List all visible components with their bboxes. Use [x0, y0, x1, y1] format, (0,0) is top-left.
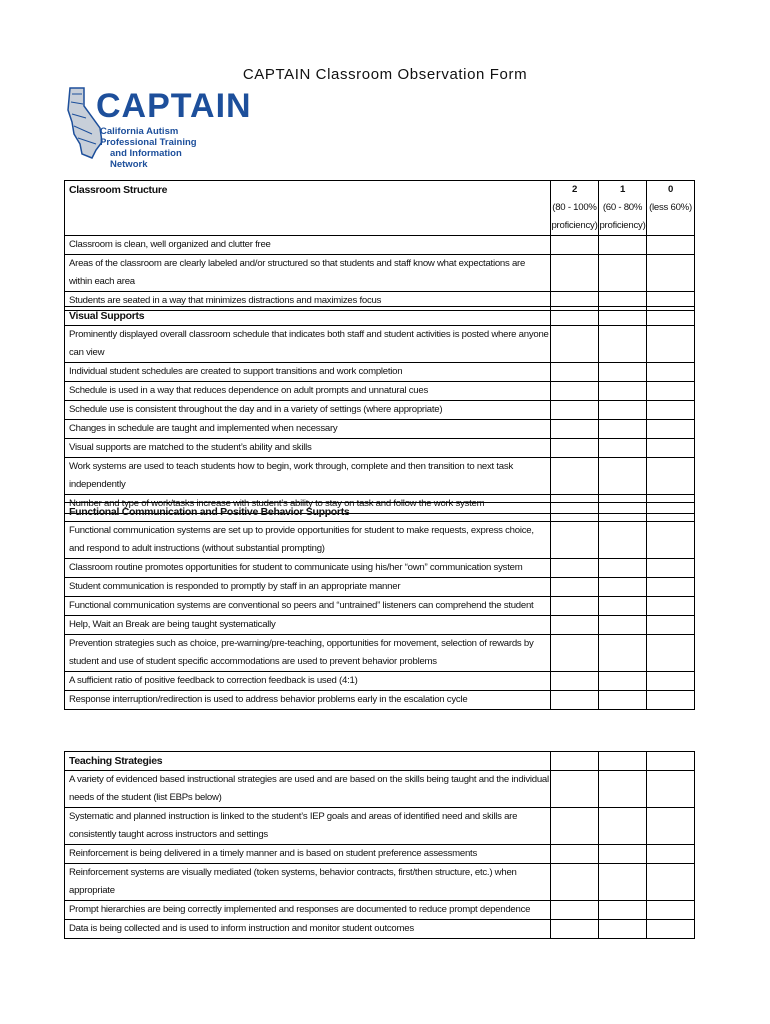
score-range: (less 60%): [649, 202, 692, 213]
logo-subtitle-line2: and Information Network: [110, 148, 182, 170]
score-cell-1[interactable]: [599, 326, 647, 363]
score-cell-2: [551, 307, 599, 326]
logo-subtitle-line1: California Autism Professional Training: [100, 126, 197, 148]
table-row: [65, 439, 695, 458]
criterion-text: Prominently displayed overall classroom schedule that indicates both staff and student activities is posted where anyone can view: [65, 326, 551, 363]
criterion-text: Functional communication systems are set up to provide opportunities for student to make requests, express choice, and respond to adult instructions (without substantial prompting): [65, 522, 551, 559]
score-cell-1[interactable]: [599, 439, 647, 458]
score-cell-2[interactable]: [551, 901, 599, 920]
criterion-text: Number and type of work/tasks increase with student’s ability to stay on task and follow the work system: [65, 495, 551, 514]
criterion-text: Prevention strategies such as choice, pre-warning/pre-teaching, opportunities for movement, selection of rewards by student and use of student specific accommodations are used to prevent behavior problems: [65, 635, 551, 672]
score-range: (80 - 100%: [552, 202, 597, 213]
score-cell-2[interactable]: [551, 920, 599, 939]
score-cell-2[interactable]: [551, 578, 599, 597]
score-cell-0[interactable]: [647, 439, 695, 458]
table-row: [65, 401, 695, 420]
score-cell-2[interactable]: [551, 845, 599, 864]
score-cell-2[interactable]: [551, 771, 599, 808]
score-cell-1[interactable]: [599, 597, 647, 616]
criterion-text: Reinforcement systems are visually mediated (token systems, behavior contracts, first/then structure, etc.) when appropriate: [65, 864, 551, 901]
table-row: [65, 255, 695, 292]
criterion-text: A variety of evidenced based instructional strategies are used and are based on the skills being taught and the individual needs of the student (list EBPs below): [65, 771, 551, 808]
score-cell-2[interactable]: [551, 672, 599, 691]
score-cell-0[interactable]: [647, 808, 695, 845]
score-cell-0[interactable]: [647, 672, 695, 691]
table-header-row: [65, 752, 695, 771]
score-cell-1[interactable]: [599, 420, 647, 439]
table-row: [65, 363, 695, 382]
criterion-text: A sufficient ratio of positive feedback to correction feedback is used (4:1): [65, 672, 551, 691]
score-header-0: [647, 181, 695, 236]
criterion-text: Response interruption/redirection is used to address behavior problems early in the escalation cycle: [65, 691, 551, 710]
captain-logo: [66, 84, 252, 170]
score-cell-1[interactable]: [599, 578, 647, 597]
table-row: [65, 845, 695, 864]
score-cell-1[interactable]: [599, 635, 647, 672]
score-cell-0[interactable]: [647, 522, 695, 559]
criterion-text: Prompt hierarchies are being correctly implemented and responses are documented to reduce prompt dependence: [65, 901, 551, 920]
score-cell-0[interactable]: [647, 382, 695, 401]
table-header-row: [65, 503, 695, 522]
table-row: [65, 920, 695, 939]
score-cell-0[interactable]: [647, 458, 695, 495]
score-cell-1[interactable]: [599, 559, 647, 578]
score-cell-2[interactable]: [551, 559, 599, 578]
score-cell-2[interactable]: [551, 236, 599, 255]
score-cell-1[interactable]: [599, 845, 647, 864]
criterion-text: Schedule is used in a way that reduces dependence on adult prompts and unnatural cues: [65, 382, 551, 401]
classroom-structure-table: [64, 180, 695, 311]
score-cell-1[interactable]: [599, 771, 647, 808]
score-cell-0[interactable]: [647, 920, 695, 939]
score-cell-1[interactable]: [599, 458, 647, 495]
table-row: [65, 672, 695, 691]
score-cell-2[interactable]: [551, 691, 599, 710]
section-heading: Visual Supports: [65, 307, 551, 326]
table-row: [65, 901, 695, 920]
score-cell-0[interactable]: [647, 420, 695, 439]
score-cell-1[interactable]: [599, 616, 647, 635]
table-row: [65, 597, 695, 616]
logo-wordmark: CAPTAIN: [96, 87, 252, 125]
score-value: 0: [667, 184, 674, 195]
score-range: (60 - 80%: [602, 202, 643, 213]
score-cell-1[interactable]: [599, 236, 647, 255]
section-heading: Classroom Structure: [65, 181, 551, 236]
section-heading: Functional Communication and Positive Behavior Supports: [65, 503, 551, 522]
criterion-text: Help, Wait an Break are being taught systematically: [65, 616, 551, 635]
criterion-text: Systematic and planned instruction is linked to the student’s IEP goals and areas of identified need and skills are consistently taught across instructors and settings: [65, 808, 551, 845]
table-row: [65, 522, 695, 559]
table-row: [65, 616, 695, 635]
score-header-1: [599, 181, 647, 236]
criterion-text: Student communication is responded to promptly by staff in an appropriate manner: [65, 578, 551, 597]
score-cell-1[interactable]: [599, 691, 647, 710]
score-cell-2[interactable]: [551, 363, 599, 382]
score-cell-2[interactable]: [551, 864, 599, 901]
score-cell-2[interactable]: [551, 458, 599, 495]
criterion-text: Reinforcement is being delivered in a timely manner and is based on student preference assessments: [65, 845, 551, 864]
score-cell-1: [599, 503, 647, 522]
page-title: CAPTAIN Classroom Observation Form: [242, 66, 528, 83]
table-row: [65, 578, 695, 597]
score-label: proficiency): [599, 220, 646, 231]
score-header-2: [551, 181, 599, 236]
criterion-text: Students are seated in a way that minimizes distractions and maximizes focus: [65, 292, 551, 311]
table-header-row: [65, 307, 695, 326]
score-cell-1: [599, 752, 647, 771]
score-cell-2: [551, 752, 599, 771]
table-header-row: [65, 181, 695, 236]
criterion-text: Individual student schedules are created to support transitions and work completion: [65, 363, 551, 382]
score-cell-0[interactable]: [647, 635, 695, 672]
score-cell-2[interactable]: [551, 382, 599, 401]
score-cell-0[interactable]: [647, 845, 695, 864]
score-cell-0: [647, 503, 695, 522]
score-cell-0: [647, 752, 695, 771]
criterion-text: Classroom is clean, well organized and clutter free: [65, 236, 551, 255]
criterion-text: Changes in schedule are taught and implemented when necessary: [65, 420, 551, 439]
score-cell-0[interactable]: [647, 255, 695, 292]
table-row: [65, 458, 695, 495]
score-value: 2: [571, 184, 578, 195]
table-row: [65, 864, 695, 901]
score-cell-2: [551, 503, 599, 522]
score-cell-0[interactable]: [647, 559, 695, 578]
score-cell-2[interactable]: [551, 255, 599, 292]
criterion-text: Classroom routine promotes opportunities for student to communicate using his/her “own” communication system: [65, 559, 551, 578]
score-cell-1[interactable]: [599, 401, 647, 420]
score-cell-2[interactable]: [551, 808, 599, 845]
score-cell-0[interactable]: [647, 363, 695, 382]
logo-subtitle: [100, 126, 216, 170]
score-cell-0[interactable]: [647, 616, 695, 635]
score-cell-1: [599, 307, 647, 326]
score-cell-1[interactable]: [599, 920, 647, 939]
table-row: [65, 635, 695, 672]
score-cell-1[interactable]: [599, 363, 647, 382]
teaching-strategies-table: [64, 751, 695, 939]
table-row: [65, 808, 695, 845]
table-row: [65, 326, 695, 363]
score-cell-0[interactable]: [647, 401, 695, 420]
table-row: [65, 559, 695, 578]
criterion-text: Work systems are used to teach students how to begin, work through, complete and then transition to next task independently: [65, 458, 551, 495]
score-cell-0[interactable]: [647, 771, 695, 808]
criterion-text: Areas of the classroom are clearly labeled and/or structured so that students and staff know what expectations are within each area: [65, 255, 551, 292]
score-cell-1[interactable]: [599, 672, 647, 691]
score-cell-2[interactable]: [551, 326, 599, 363]
criterion-text: Schedule use is consistent throughout the day and in a variety of settings (where appropriate): [65, 401, 551, 420]
criterion-text: Functional communication systems are conventional so peers and “untrained” listeners can comprehend the student: [65, 597, 551, 616]
functional-communication-table: [64, 502, 695, 710]
score-cell-1[interactable]: [599, 808, 647, 845]
score-cell-2[interactable]: [551, 616, 599, 635]
score-cell-0[interactable]: [647, 864, 695, 901]
score-label: proficiency): [551, 220, 598, 231]
score-cell-1[interactable]: [599, 255, 647, 292]
table-row: [65, 382, 695, 401]
visual-supports-table: [64, 306, 695, 514]
score-cell-2[interactable]: [551, 401, 599, 420]
score-cell-0[interactable]: [647, 236, 695, 255]
score-cell-0[interactable]: [647, 901, 695, 920]
score-cell-2[interactable]: [551, 522, 599, 559]
score-cell-2[interactable]: [551, 635, 599, 672]
table-row: [65, 420, 695, 439]
score-cell-0[interactable]: [647, 597, 695, 616]
score-cell-1[interactable]: [599, 901, 647, 920]
section-heading: Teaching Strategies: [65, 752, 551, 771]
score-cell-0: [647, 307, 695, 326]
criterion-text: Data is being collected and is used to inform instruction and monitor student outcomes: [65, 920, 551, 939]
score-cell-1[interactable]: [599, 522, 647, 559]
score-cell-2[interactable]: [551, 439, 599, 458]
score-cell-0[interactable]: [647, 326, 695, 363]
score-value: 1: [619, 184, 626, 195]
table-row: [65, 691, 695, 710]
score-cell-2[interactable]: [551, 420, 599, 439]
criterion-text: Visual supports are matched to the student’s ability and skills: [65, 439, 551, 458]
table-row: [65, 236, 695, 255]
score-cell-1[interactable]: [599, 864, 647, 901]
score-cell-1[interactable]: [599, 382, 647, 401]
table-row: [65, 771, 695, 808]
score-cell-0[interactable]: [647, 691, 695, 710]
score-cell-0[interactable]: [647, 578, 695, 597]
score-cell-2[interactable]: [551, 597, 599, 616]
